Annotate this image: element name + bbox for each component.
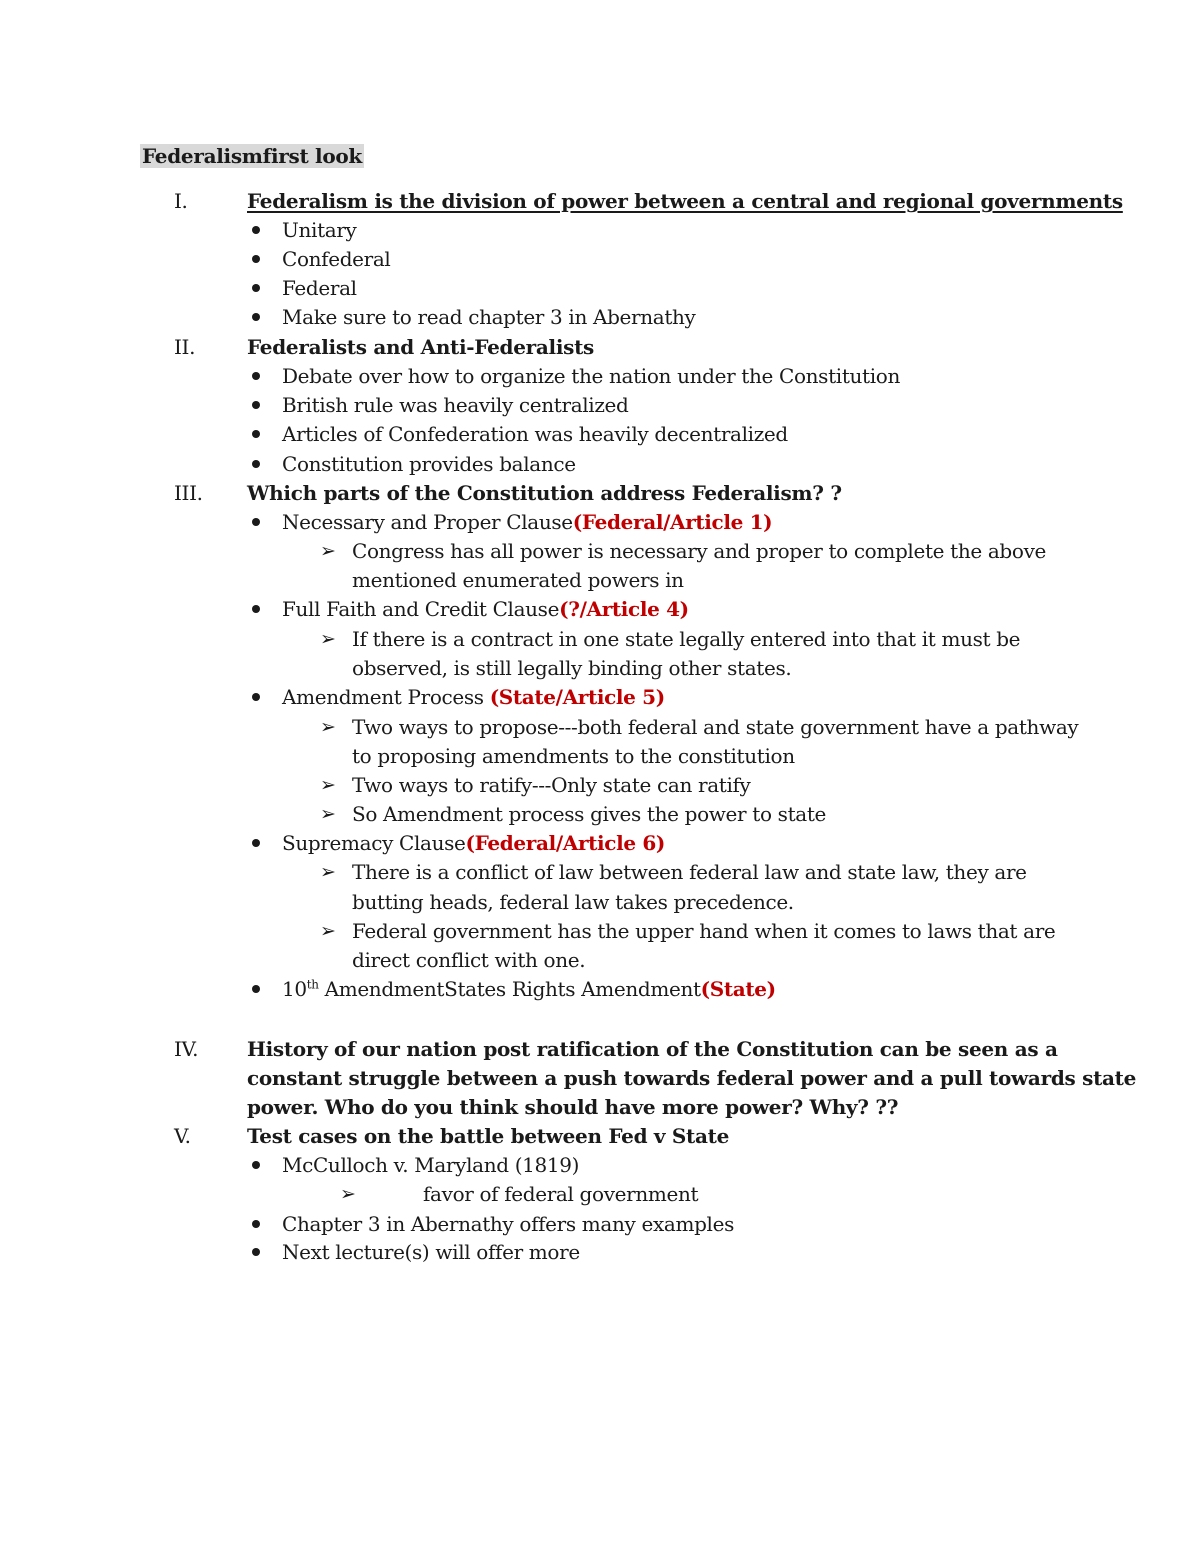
arrow-bullet-icon: ➢ (320, 920, 336, 942)
arrow-bullet-icon: ➢ (320, 628, 336, 650)
sub-item-line: direct conflict with one. (352, 948, 586, 972)
bullet-icon (252, 693, 260, 701)
section-numeral: I. (174, 189, 188, 213)
list-item: Next lecture(s) will offer more (282, 1240, 580, 1264)
sub-item-line: mentioned enumerated powers in (352, 568, 684, 592)
section-numeral: III. (174, 481, 203, 505)
bullet-icon (252, 372, 260, 380)
bullet-icon (252, 1248, 260, 1256)
bullet-icon (252, 460, 260, 468)
list-item: Federal (282, 276, 357, 300)
list-item: Debate over how to organize the nation under the Constitution (282, 364, 900, 388)
list-item: McCulloch v. Maryland (1819) (282, 1153, 580, 1177)
bullet-icon (252, 401, 260, 409)
list-item: Full Faith and Credit Clause(?/Article 4) (282, 597, 689, 621)
source-tag: (State/Article 5) (489, 685, 665, 709)
sub-item-line: Two ways to propose---both federal and state government have a pathway (352, 715, 1079, 739)
source-tag: (State) (700, 977, 776, 1001)
bullet-icon (252, 226, 260, 234)
list-item: Confederal (282, 247, 391, 271)
bullet-icon (252, 839, 260, 847)
arrow-bullet-icon: ➢ (320, 861, 336, 883)
source-tag: (Federal/Article 1) (572, 510, 773, 534)
arrow-bullet-icon: ➢ (340, 1183, 356, 1205)
sub-item-line: There is a conflict of law between federal law and state law, they are (352, 860, 1027, 884)
arrow-bullet-icon: ➢ (320, 774, 336, 796)
list-item: Chapter 3 in Abernathy offers many examples (282, 1212, 734, 1236)
sub-item-line: to proposing amendments to the constitution (352, 744, 795, 768)
list-item: Amendment Process (State/Article 5) (282, 685, 665, 709)
arrow-bullet-icon: ➢ (320, 540, 336, 562)
section-numeral: V. (174, 1124, 191, 1148)
source-tag: (?/Article 4) (559, 597, 689, 621)
sub-item-line: favor of federal government (423, 1182, 699, 1206)
bullet-icon (252, 284, 260, 292)
document-title: Federalismfirst look (142, 144, 362, 168)
list-item: Necessary and Proper Clause(Federal/Article 1) (282, 510, 773, 534)
list-item: Supremacy Clause(Federal/Article 6) (282, 831, 666, 855)
sub-item-line: So Amendment process gives the power to state (352, 802, 826, 826)
bullet-icon (252, 1220, 260, 1228)
list-item: 10th AmendmentStates Rights Amendment(State) (282, 977, 776, 1001)
bullet-icon (252, 430, 260, 438)
section-heading-line: power. Who do you think should have more power? Why? ?? (247, 1095, 899, 1119)
sub-item-line: observed, is still legally binding other states. (352, 656, 792, 680)
list-item: Make sure to read chapter 3 in Abernathy (282, 305, 696, 329)
bullet-icon (252, 255, 260, 263)
sub-item-line: Federal government has the upper hand when it comes to laws that are (352, 919, 1056, 943)
bullet-icon (252, 1161, 260, 1169)
section-heading: Federalists and Anti-Federalists (247, 335, 594, 359)
bullet-icon (252, 313, 260, 321)
section-heading: Which parts of the Constitution address Federalism? ? (247, 481, 842, 505)
section-heading: Federalism is the division of power between a central and regional governments (247, 189, 1123, 213)
sub-item-line: butting heads, federal law takes precedence. (352, 890, 794, 914)
bullet-icon (252, 518, 260, 526)
section-numeral: IV. (174, 1037, 199, 1061)
section-numeral: II. (174, 335, 196, 359)
section-heading-line: constant struggle between a push towards federal power and a pull towards state (247, 1066, 1137, 1090)
list-item: Constitution provides balance (282, 452, 576, 476)
section-heading: Test cases on the battle between Fed v State (247, 1124, 730, 1148)
list-item: Unitary (282, 218, 357, 242)
bullet-icon (252, 985, 260, 993)
list-item: British rule was heavily centralized (282, 393, 629, 417)
sub-item-line: If there is a contract in one state legally entered into that it must be (352, 627, 1021, 651)
arrow-bullet-icon: ➢ (320, 716, 336, 738)
list-item: Articles of Confederation was heavily decentralized (282, 422, 788, 446)
arrow-bullet-icon: ➢ (320, 803, 336, 825)
section-heading-line: History of our nation post ratification of the Constitution can be seen as a (247, 1037, 1058, 1061)
sub-item-line: Congress has all power is necessary and proper to complete the above (352, 539, 1047, 563)
sub-item-line: Two ways to ratify---Only state can ratify (352, 773, 751, 797)
source-tag: (Federal/Article 6) (465, 831, 666, 855)
bullet-icon (252, 605, 260, 613)
